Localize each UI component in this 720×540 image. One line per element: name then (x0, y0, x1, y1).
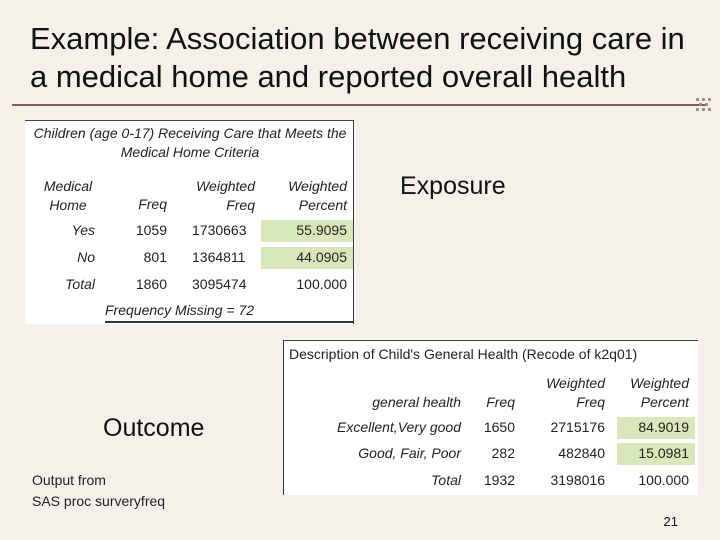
outcome-label: Outcome (103, 414, 205, 442)
outcome-table-caption: Description of Child's General Health (Recode of k2q01) (289, 346, 638, 362)
header-freq: Freq (138, 196, 167, 212)
slide-title: Example: Association between receiving care in a medical home and reported overall health (30, 21, 685, 94)
outcome-table: Description of Child's General Health (Recode of k2q01) general health Freq Weighted Freq Weighted Percent Excellent,Very good 1650 2715176 84.9019 Good, Fair, Poor 282 482840 15.0981 Total 1932 3198016 100.000 (283, 340, 698, 495)
exposure-label: Exposure (400, 172, 506, 200)
header-weighted-freq: Weighted Freq (546, 375, 605, 410)
title-divider (12, 104, 707, 106)
header-weighted-percent: Weighted Percent (630, 375, 689, 410)
header-weighted-percent: Weighted Percent (288, 178, 347, 213)
header-medical-home: Medical Home (43, 178, 93, 213)
exposure-table: Children (age 0-17) Receiving Care that Meets the Medical Home Criteria Medical Home Freq Weighted Freq Weighted Percent Yes 1059 1730663 55.9095 No 801 1364811 44.0905 Total 1860 3095474 100.000 Frequency Missing = 72 (25, 120, 355, 324)
decorative-dots (696, 98, 712, 112)
sas-output-note: Output from SAS proc surveryfreq (32, 472, 166, 509)
header-weighted-freq: Weighted Freq (196, 178, 255, 213)
header-freq: Freq (486, 394, 515, 410)
frequency-missing-note: Frequency Missing = 72 (105, 302, 255, 318)
header-general-health: general health (372, 394, 461, 410)
exposure-table-caption: Children (age 0-17) Receiving Care that Meets the Medical Home Criteria (33, 125, 347, 160)
page-number: 21 (663, 514, 678, 529)
